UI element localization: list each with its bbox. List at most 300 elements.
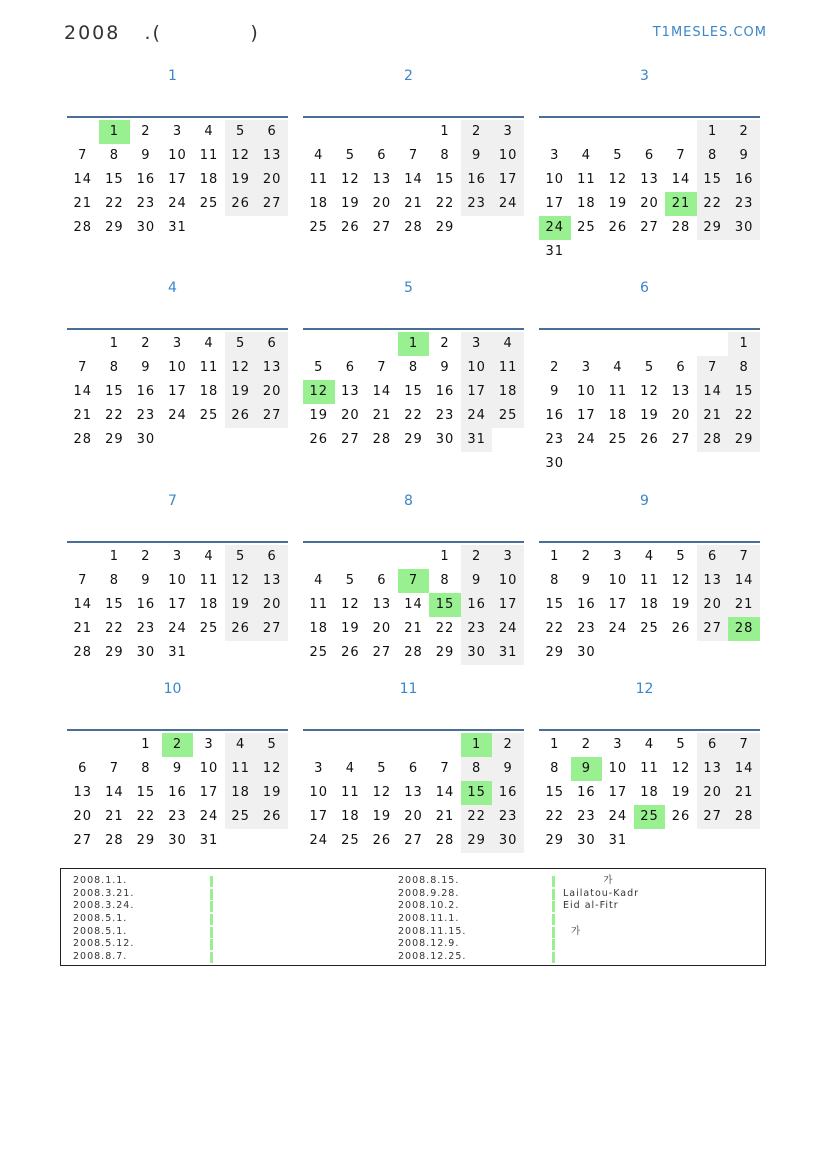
day-cell: 4 xyxy=(613,360,623,375)
empty-cell xyxy=(366,332,398,356)
day-cell: 7 xyxy=(408,148,419,163)
day-grid xyxy=(67,545,288,665)
empty-cell xyxy=(665,332,697,356)
day-cell: 27 xyxy=(640,220,659,235)
day-cell: 13 xyxy=(256,356,288,380)
day-cell: 22 xyxy=(136,809,156,824)
day-cell: 9 xyxy=(728,144,760,168)
day-grid xyxy=(303,332,524,452)
day-cell: 25 xyxy=(309,645,329,660)
day-cell: 18 xyxy=(309,196,329,211)
day-cell: 11 xyxy=(492,356,524,380)
day-cell: 27 xyxy=(256,404,288,428)
empty-cell xyxy=(697,332,729,356)
day-cell: 10 xyxy=(577,384,596,399)
legend-holiday-name: Lailatou-Kadr xyxy=(563,887,640,899)
day-cell: 30 xyxy=(577,833,596,848)
day-cell: 18 xyxy=(640,785,659,800)
day-cell: 6 xyxy=(256,332,288,356)
legend-date: 2008.12.25. xyxy=(398,951,467,963)
quarter-row xyxy=(67,491,760,679)
legend-date: 2008.11.15. xyxy=(398,925,467,937)
holiday-day-cell: 21 xyxy=(665,192,697,216)
day-cell: 14 xyxy=(404,597,423,612)
empty-cell xyxy=(429,733,461,757)
day-cell: 20 xyxy=(372,621,392,636)
day-cell: 19 xyxy=(225,593,257,617)
day-cell: 18 xyxy=(199,597,219,612)
day-cell: 12 xyxy=(671,573,691,588)
empty-cell xyxy=(602,332,634,356)
day-cell: 9 xyxy=(440,360,450,375)
day-cell: 11 xyxy=(199,148,219,163)
day-cell: 21 xyxy=(105,809,124,824)
legend-entry xyxy=(398,875,614,888)
day-cell: 23 xyxy=(168,809,187,824)
day-grid xyxy=(539,120,760,264)
day-cell: 6 xyxy=(697,733,729,757)
day-cell: 11 xyxy=(640,761,659,776)
legend-marker xyxy=(210,914,213,925)
day-cell: 27 xyxy=(372,220,392,235)
calendar-grid xyxy=(67,66,760,853)
day-cell: 24 xyxy=(608,809,628,824)
empty-cell xyxy=(67,733,99,757)
day-cell: 2 xyxy=(461,545,493,569)
day-cell: 30 xyxy=(136,432,156,447)
day-cell: 13 xyxy=(697,569,729,593)
day-cell: 22 xyxy=(105,408,124,423)
holiday-day-cell: 1 xyxy=(461,733,493,757)
day-cell: 24 xyxy=(608,621,628,636)
legend-date: 2008.9.28. xyxy=(398,887,460,899)
day-grid xyxy=(539,332,760,476)
day-cell: 14 xyxy=(73,172,93,187)
legend-marker xyxy=(552,901,555,912)
day-cell: 4 xyxy=(314,573,324,588)
day-cell: 3 xyxy=(314,761,324,776)
day-cell: 10 xyxy=(545,172,565,187)
month-name: 11 xyxy=(399,681,418,697)
holiday-legend xyxy=(60,868,766,966)
day-cell: 17 xyxy=(199,785,219,800)
day-cell: 8 xyxy=(697,144,729,168)
holiday-day-cell: 24 xyxy=(539,216,571,240)
day-cell: 3 xyxy=(550,148,560,163)
day-cell: 6 xyxy=(697,545,729,569)
day-cell: 11 xyxy=(608,384,628,399)
day-cell: 14 xyxy=(73,597,93,612)
day-cell: 27 xyxy=(256,192,288,216)
month-rule xyxy=(539,729,760,731)
month-3 xyxy=(539,66,760,278)
day-cell: 13 xyxy=(341,384,360,399)
day-cell: 9 xyxy=(141,148,151,163)
day-cell: 31 xyxy=(461,428,493,452)
day-cell: 31 xyxy=(608,833,628,848)
day-cell: 2 xyxy=(461,120,493,144)
day-cell: 31 xyxy=(168,645,187,660)
day-cell: 30 xyxy=(545,456,565,471)
month-11 xyxy=(303,679,524,853)
day-cell: 26 xyxy=(309,432,329,447)
day-cell: 11 xyxy=(577,172,596,187)
day-cell: 19 xyxy=(341,621,360,636)
day-grid xyxy=(303,733,524,853)
day-cell: 1 xyxy=(697,120,729,144)
day-cell: 4 xyxy=(581,148,591,163)
day-cell: 2 xyxy=(141,124,151,139)
day-cell: 14 xyxy=(105,785,124,800)
day-cell: 1 xyxy=(550,549,560,564)
day-cell: 4 xyxy=(644,549,655,564)
day-cell: 6 xyxy=(256,545,288,569)
day-cell: 2 xyxy=(492,733,524,757)
day-cell: 16 xyxy=(168,785,187,800)
day-cell: 29 xyxy=(435,645,455,660)
empty-cell xyxy=(67,545,99,569)
day-cell: 19 xyxy=(225,168,257,192)
month-4 xyxy=(67,278,288,491)
day-cell: 17 xyxy=(577,408,596,423)
day-cell: 22 xyxy=(435,621,455,636)
day-cell: 29 xyxy=(435,220,455,235)
day-cell: 4 xyxy=(204,124,214,139)
legend-holiday-name: 가 xyxy=(563,925,582,937)
day-cell: 5 xyxy=(613,148,623,163)
day-cell: 27 xyxy=(341,432,360,447)
empty-cell xyxy=(67,332,99,356)
day-cell: 17 xyxy=(461,380,493,404)
day-cell: 23 xyxy=(435,408,455,423)
day-cell: 4 xyxy=(644,737,655,752)
day-cell: 31 xyxy=(492,641,524,665)
day-cell: 4 xyxy=(204,549,214,564)
day-cell: 30 xyxy=(168,833,187,848)
day-cell: 28 xyxy=(404,645,423,660)
empty-cell xyxy=(366,545,398,569)
legend-date: 2008.1.1. xyxy=(73,875,128,886)
day-cell: 17 xyxy=(168,172,187,187)
legend-entry xyxy=(73,875,134,888)
day-cell: 25 xyxy=(199,621,219,636)
day-cell: 22 xyxy=(545,621,565,636)
day-cell: 7 xyxy=(697,356,729,380)
day-cell: 14 xyxy=(697,380,729,404)
day-cell: 31 xyxy=(168,220,187,235)
day-cell: 3 xyxy=(172,124,183,139)
day-cell: 20 xyxy=(372,196,392,211)
legend-date: 2008.3.21. xyxy=(73,887,135,899)
day-cell: 17 xyxy=(492,593,524,617)
day-grid xyxy=(67,332,288,452)
day-cell: 19 xyxy=(640,408,659,423)
holiday-day-cell: 28 xyxy=(728,617,760,641)
month-rule xyxy=(539,328,760,330)
day-cell: 10 xyxy=(492,144,524,168)
day-cell: 9 xyxy=(492,757,524,781)
day-cell: 12 xyxy=(640,384,659,399)
day-cell: 24 xyxy=(168,408,187,423)
legend-marker xyxy=(552,939,555,950)
day-cell: 12 xyxy=(225,356,257,380)
month-name: 5 xyxy=(404,280,413,296)
legend-marker xyxy=(552,876,555,887)
day-cell: 13 xyxy=(372,172,392,187)
day-cell: 3 xyxy=(492,120,524,144)
day-cell: 24 xyxy=(199,809,219,824)
empty-cell xyxy=(571,120,603,144)
empty-cell xyxy=(335,332,367,356)
legend-holiday-name: 가 xyxy=(563,875,614,886)
day-cell: 8 xyxy=(109,148,119,163)
month-rule xyxy=(303,729,524,731)
empty-cell xyxy=(366,120,398,144)
day-cell: 10 xyxy=(168,573,187,588)
day-cell: 3 xyxy=(581,360,591,375)
legend-entry xyxy=(73,900,134,913)
day-cell: 16 xyxy=(461,593,493,617)
day-cell: 7 xyxy=(377,360,387,375)
day-cell: 19 xyxy=(671,785,691,800)
day-cell: 2 xyxy=(581,737,591,752)
legend-date: 2008.3.24. xyxy=(73,900,135,912)
day-cell: 24 xyxy=(309,833,329,848)
legend-entry xyxy=(73,926,134,939)
day-cell: 27 xyxy=(372,645,392,660)
day-cell: 28 xyxy=(435,833,455,848)
day-cell: 27 xyxy=(73,833,93,848)
day-cell: 12 xyxy=(225,144,257,168)
day-cell: 10 xyxy=(199,761,219,776)
day-cell: 28 xyxy=(697,428,729,452)
day-cell: 28 xyxy=(73,432,93,447)
day-cell: 26 xyxy=(225,617,257,641)
day-cell: 29 xyxy=(105,220,124,235)
day-cell: 20 xyxy=(256,168,288,192)
empty-cell xyxy=(303,545,335,569)
day-cell: 25 xyxy=(309,220,329,235)
legend-marker xyxy=(210,939,213,950)
day-cell: 18 xyxy=(577,196,596,211)
month-rule xyxy=(67,328,288,330)
day-cell: 17 xyxy=(545,196,565,211)
day-cell: 14 xyxy=(728,757,760,781)
day-cell: 9 xyxy=(581,573,591,588)
legend-entry xyxy=(398,913,466,926)
day-cell: 14 xyxy=(404,172,423,187)
month-name: 12 xyxy=(635,681,654,697)
empty-cell xyxy=(335,120,367,144)
legend-entry xyxy=(398,925,582,939)
day-cell: 16 xyxy=(136,597,156,612)
day-cell: 6 xyxy=(377,148,387,163)
day-cell: 2 xyxy=(550,360,560,375)
day-cell: 26 xyxy=(225,192,257,216)
month-7 xyxy=(67,491,288,679)
day-cell: 23 xyxy=(136,621,156,636)
day-cell: 23 xyxy=(577,621,596,636)
day-cell: 12 xyxy=(608,172,628,187)
day-cell: 15 xyxy=(136,785,156,800)
day-cell: 5 xyxy=(676,549,686,564)
day-cell: 26 xyxy=(671,621,691,636)
legend-date: 2008.8.15. xyxy=(398,875,460,886)
site-link[interactable]: T1MESLES.COM xyxy=(652,25,767,40)
day-cell: 14 xyxy=(435,785,455,800)
day-cell: 25 xyxy=(199,196,219,211)
day-cell: 4 xyxy=(314,148,324,163)
empty-cell xyxy=(539,332,571,356)
day-cell: 4 xyxy=(492,332,524,356)
day-cell: 10 xyxy=(608,761,628,776)
day-cell: 22 xyxy=(105,621,124,636)
empty-cell xyxy=(634,332,666,356)
day-cell: 25 xyxy=(577,220,596,235)
day-cell: 6 xyxy=(345,360,355,375)
day-cell: 5 xyxy=(644,360,655,375)
day-cell: 13 xyxy=(640,172,659,187)
day-cell: 1 xyxy=(728,332,760,356)
day-cell: 18 xyxy=(199,384,219,399)
empty-cell xyxy=(366,733,398,757)
day-cell: 23 xyxy=(728,192,760,216)
legend-marker xyxy=(552,889,555,900)
day-cell: 17 xyxy=(168,384,187,399)
year-label: 2008 xyxy=(64,22,121,44)
day-cell: 8 xyxy=(109,573,119,588)
day-cell: 20 xyxy=(256,593,288,617)
day-cell: 12 xyxy=(341,172,360,187)
day-cell: 3 xyxy=(613,549,623,564)
day-cell: 4 xyxy=(225,733,257,757)
day-cell: 8 xyxy=(550,761,560,776)
day-cell: 21 xyxy=(73,621,93,636)
day-cell: 10 xyxy=(608,573,628,588)
day-cell: 21 xyxy=(404,196,423,211)
month-name: 1 xyxy=(168,68,177,84)
empty-cell xyxy=(67,120,99,144)
month-rule xyxy=(67,729,288,731)
empty-cell xyxy=(602,120,634,144)
day-cell: 28 xyxy=(671,220,691,235)
empty-cell xyxy=(335,545,367,569)
day-cell: 19 xyxy=(225,380,257,404)
month-rule xyxy=(67,541,288,543)
month-9 xyxy=(539,491,760,679)
day-cell: 11 xyxy=(309,597,329,612)
empty-cell xyxy=(539,120,571,144)
month-rule xyxy=(539,116,760,118)
day-cell: 11 xyxy=(225,757,257,781)
day-cell: 16 xyxy=(577,597,596,612)
day-cell: 13 xyxy=(73,785,93,800)
holiday-day-cell: 2 xyxy=(162,733,194,757)
day-cell: 18 xyxy=(341,809,360,824)
legend-date: 2008.12.9. xyxy=(398,938,460,950)
day-cell: 30 xyxy=(136,645,156,660)
day-cell: 13 xyxy=(256,569,288,593)
holiday-day-cell: 7 xyxy=(398,569,430,593)
day-cell: 8 xyxy=(440,573,450,588)
day-cell: 5 xyxy=(345,573,355,588)
day-cell: 1 xyxy=(550,737,560,752)
day-cell: 16 xyxy=(461,168,493,192)
day-cell: 8 xyxy=(461,757,493,781)
legend-marker xyxy=(210,889,213,900)
day-grid xyxy=(67,120,288,240)
empty-cell xyxy=(398,545,430,569)
empty-cell xyxy=(303,733,335,757)
day-cell: 30 xyxy=(136,220,156,235)
day-cell: 7 xyxy=(78,360,88,375)
day-cell: 26 xyxy=(671,809,691,824)
day-cell: 9 xyxy=(550,384,560,399)
day-cell: 16 xyxy=(545,408,565,423)
day-cell: 23 xyxy=(492,805,524,829)
day-cell: 30 xyxy=(492,829,524,853)
day-cell: 13 xyxy=(404,785,423,800)
day-cell: 19 xyxy=(372,809,392,824)
legend-entry xyxy=(73,951,134,964)
legend-marker xyxy=(210,876,213,887)
day-cell: 14 xyxy=(671,172,691,187)
day-cell: 15 xyxy=(728,380,760,404)
day-cell: 15 xyxy=(404,384,423,399)
day-cell: 15 xyxy=(435,172,455,187)
day-cell: 22 xyxy=(697,192,729,216)
empty-cell xyxy=(634,120,666,144)
day-cell: 20 xyxy=(671,408,691,423)
month-name: 8 xyxy=(404,493,413,509)
day-cell: 26 xyxy=(341,220,360,235)
legend-marker xyxy=(552,952,555,963)
day-cell: 20 xyxy=(341,408,360,423)
day-cell: 20 xyxy=(697,781,729,805)
month-5 xyxy=(303,278,524,491)
day-cell: 17 xyxy=(608,597,628,612)
day-cell: 12 xyxy=(256,757,288,781)
day-cell: 23 xyxy=(461,617,493,641)
day-cell: 19 xyxy=(256,781,288,805)
day-cell: 10 xyxy=(309,785,329,800)
day-cell: 29 xyxy=(728,428,760,452)
day-cell: 16 xyxy=(728,168,760,192)
day-cell: 18 xyxy=(492,380,524,404)
quarter-row xyxy=(67,679,760,853)
day-cell: 20 xyxy=(404,809,423,824)
day-cell: 26 xyxy=(256,805,288,829)
day-cell: 5 xyxy=(676,737,686,752)
day-cell: 19 xyxy=(341,196,360,211)
day-cell: 10 xyxy=(492,569,524,593)
month-12 xyxy=(539,679,760,853)
day-cell: 17 xyxy=(168,597,187,612)
empty-cell xyxy=(99,733,131,757)
day-cell: 19 xyxy=(608,196,628,211)
day-grid xyxy=(539,545,760,665)
day-cell: 16 xyxy=(577,785,596,800)
day-cell: 5 xyxy=(377,761,387,776)
day-cell: 14 xyxy=(73,384,93,399)
empty-cell xyxy=(398,733,430,757)
day-cell: 11 xyxy=(199,573,219,588)
day-cell: 29 xyxy=(545,833,565,848)
holiday-day-cell: 12 xyxy=(303,380,335,404)
day-cell: 30 xyxy=(577,645,596,660)
day-cell: 18 xyxy=(225,781,257,805)
day-cell: 5 xyxy=(345,148,355,163)
